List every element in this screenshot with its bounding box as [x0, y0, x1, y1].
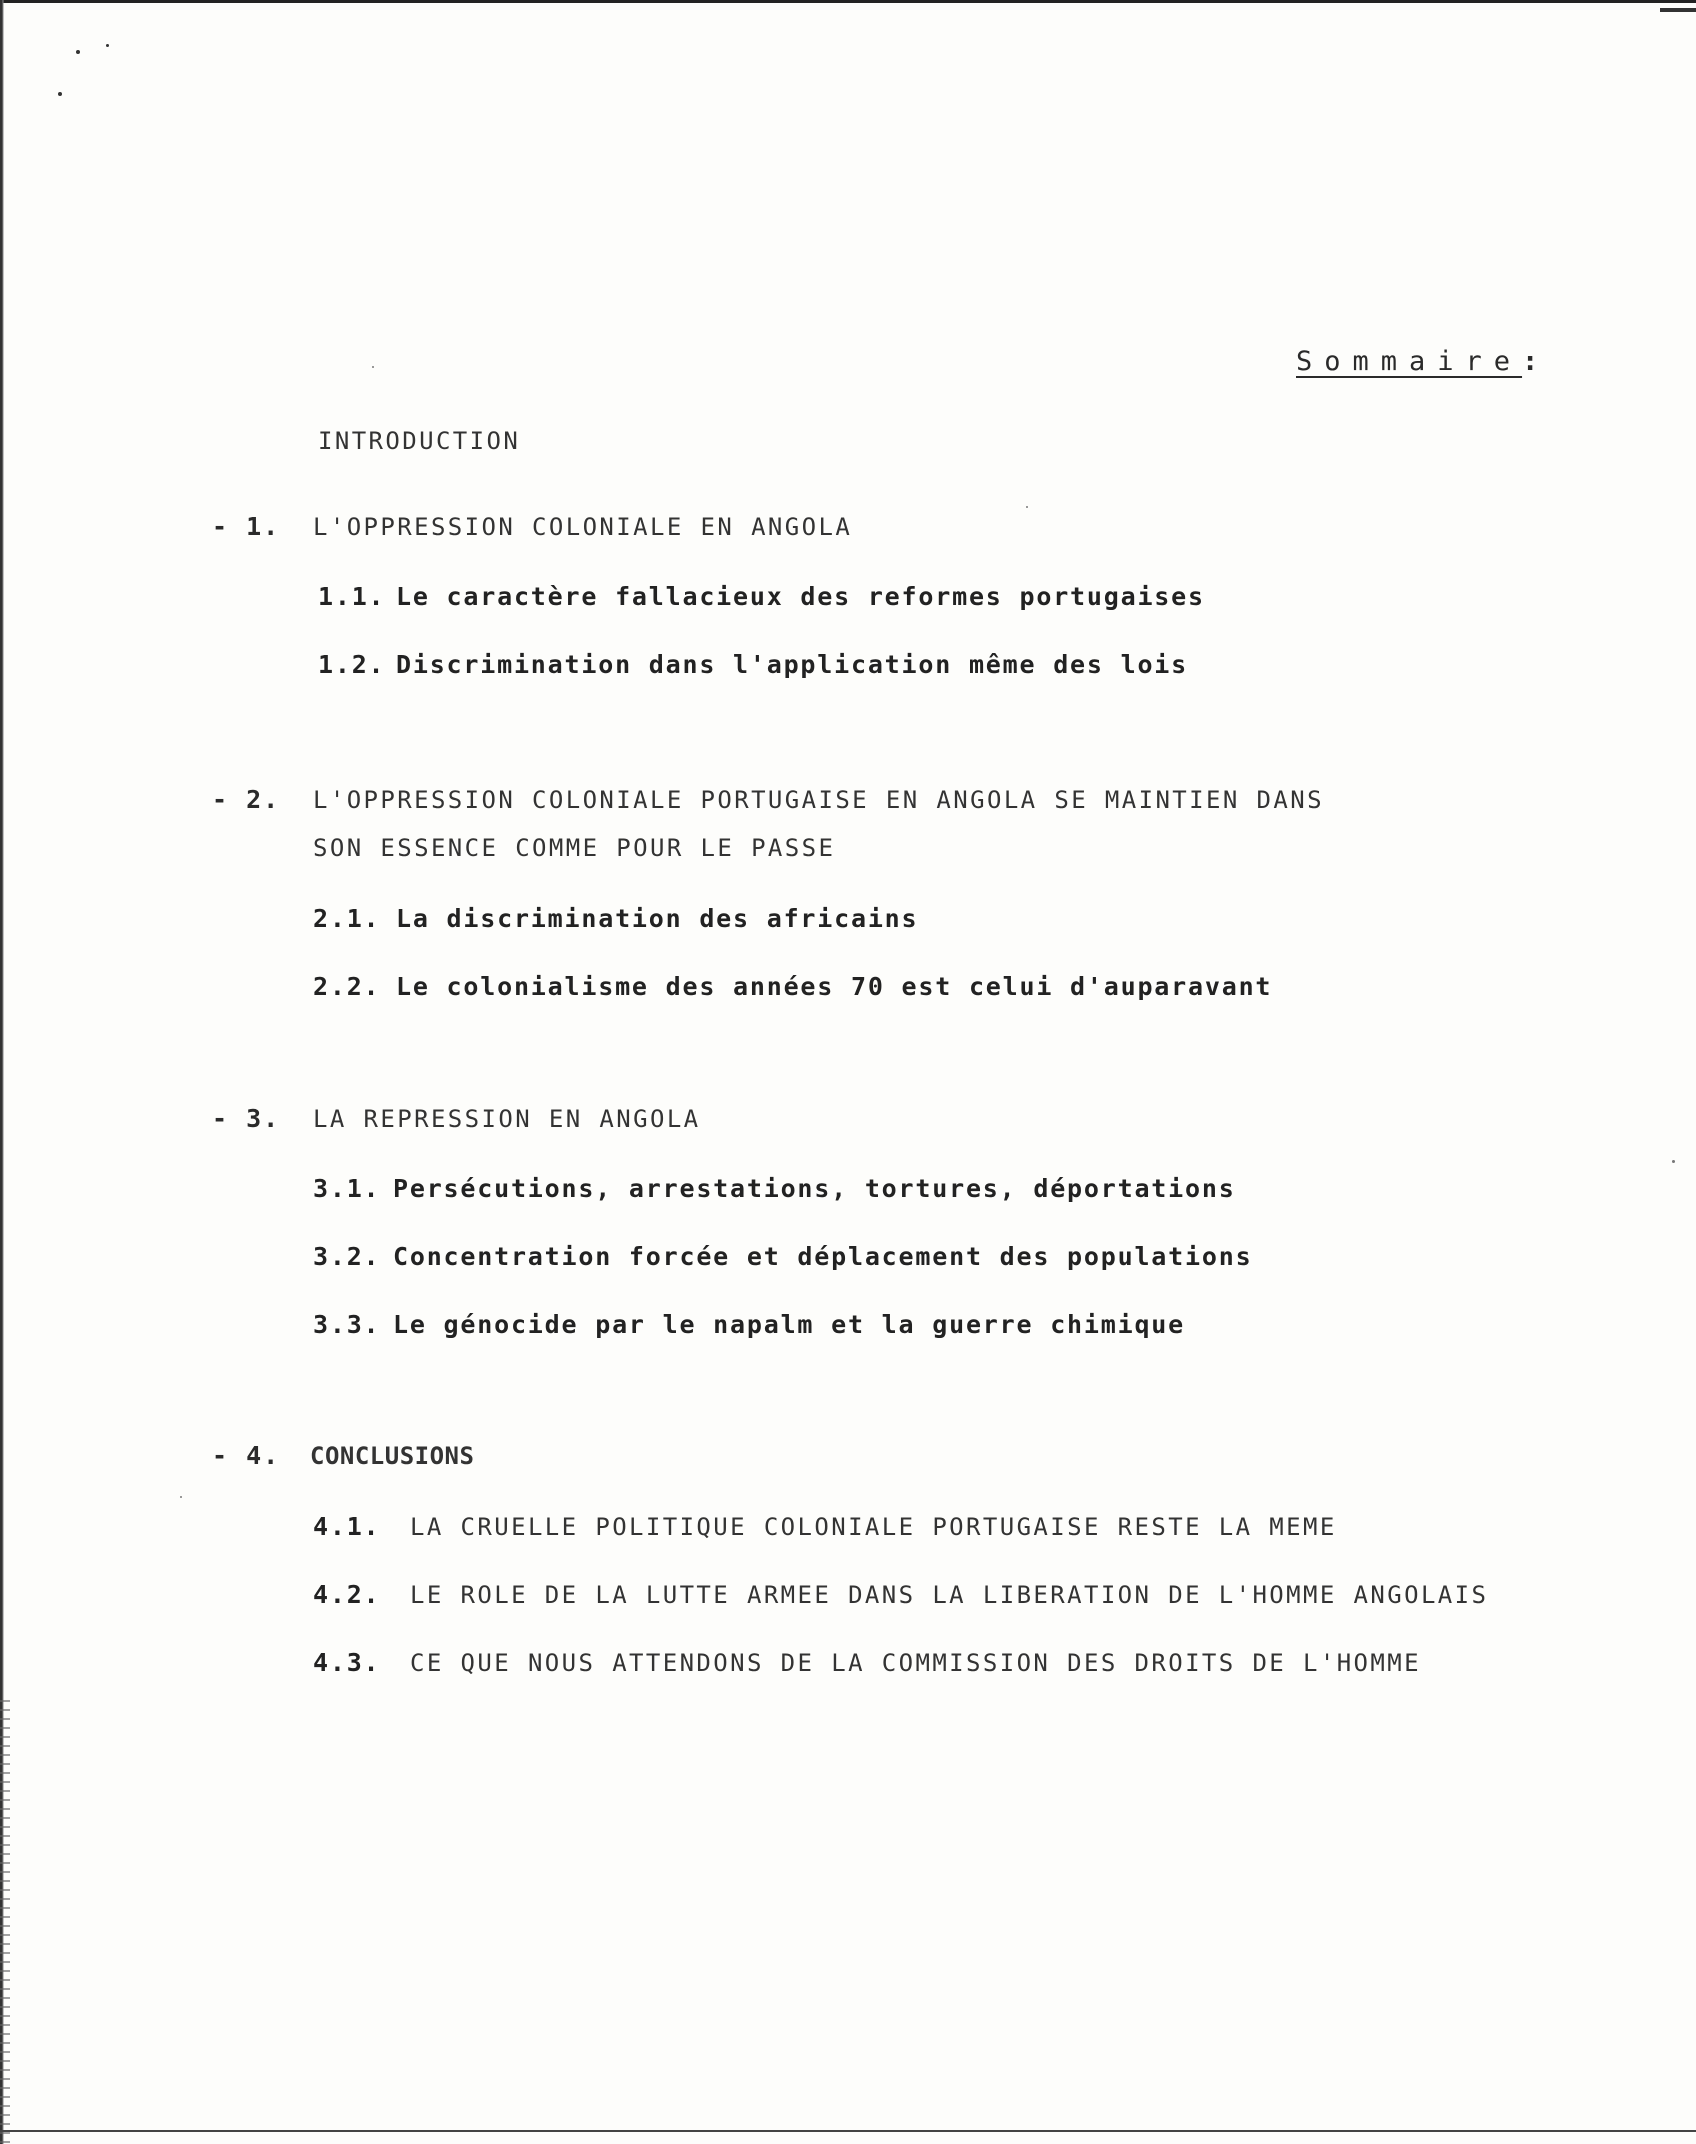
- page-edge-top-right: [1660, 8, 1696, 12]
- section-heading: LA REPRESSION EN ANGOLA: [313, 1105, 701, 1133]
- subsection-number: 4.2.: [313, 1580, 381, 1609]
- section-number: - 3.: [212, 1104, 281, 1133]
- ink-speck: [58, 92, 62, 96]
- subsection-title: La discrimination des africains: [396, 904, 919, 933]
- subsection-number: 4.3.: [313, 1648, 381, 1677]
- subsection-number: 3.1.: [313, 1174, 381, 1203]
- subsection-number: 4.1.: [313, 1512, 381, 1541]
- section-number: - 4.: [212, 1441, 281, 1470]
- subsection-number: 2.2.: [313, 972, 381, 1001]
- ink-speck: [1672, 1160, 1675, 1163]
- subsection-number: 3.2.: [313, 1242, 381, 1271]
- subsection-title: Le caractère fallacieux des reformes portugaises: [396, 582, 1205, 611]
- dust-speck: [372, 366, 374, 368]
- subsection-title: Le génocide par le napalm et la guerre chimique: [393, 1310, 1186, 1339]
- title-colon: :: [1522, 346, 1539, 377]
- subsection-title: LE ROLE DE LA LUTTE ARMEE DANS LA LIBERATION DE L'HOMME ANGOLAIS: [410, 1581, 1489, 1609]
- subsection-title: Le colonialisme des années 70 est celui d'auparavant: [396, 972, 1273, 1001]
- page-title: [1296, 346, 1538, 377]
- ink-speck: [76, 50, 80, 54]
- section-heading: CONCLUSIONS: [310, 1442, 475, 1470]
- introduction-heading: INTRODUCTION: [318, 427, 521, 455]
- subsection-number: 3.3.: [313, 1310, 381, 1339]
- subsection-title: Persécutions, arrestations, tortures, déportations: [393, 1174, 1236, 1203]
- section-heading: L'OPPRESSION COLONIALE EN ANGOLA: [313, 513, 853, 541]
- subsection-title: Discrimination dans l'application même des lois: [396, 650, 1189, 679]
- subsection-title: LA CRUELLE POLITIQUE COLONIALE PORTUGAISE RESTE LA MEME: [410, 1513, 1337, 1541]
- subsection-title: CE QUE NOUS ATTENDONS DE LA COMMISSION DES DROITS DE L'HOMME: [410, 1649, 1421, 1677]
- subsection-number: 1.2.: [318, 650, 386, 679]
- section-heading-continued: SON ESSENCE COMME POUR LE PASSE: [313, 834, 836, 862]
- subsection-number: 1.1.: [318, 582, 386, 611]
- section-number: - 2.: [212, 785, 281, 814]
- ink-speck: [106, 44, 109, 47]
- section-heading: L'OPPRESSION COLONIALE PORTUGAISE EN ANGOLA SE MAINTIEN DANS: [313, 786, 1324, 814]
- dust-speck: [1026, 506, 1028, 508]
- dust-speck: [180, 1496, 182, 1498]
- page-edge-left-specks: [0, 1700, 10, 2144]
- subsection-number: 2.1.: [313, 904, 381, 933]
- section-number: - 1.: [212, 512, 281, 541]
- subsection-title: Concentration forcée et déplacement des populations: [393, 1242, 1253, 1271]
- page-edge-top: [0, 0, 1696, 3]
- page-edge-bottom: [0, 2130, 1696, 2132]
- title-text: Sommaire: [1296, 346, 1523, 377]
